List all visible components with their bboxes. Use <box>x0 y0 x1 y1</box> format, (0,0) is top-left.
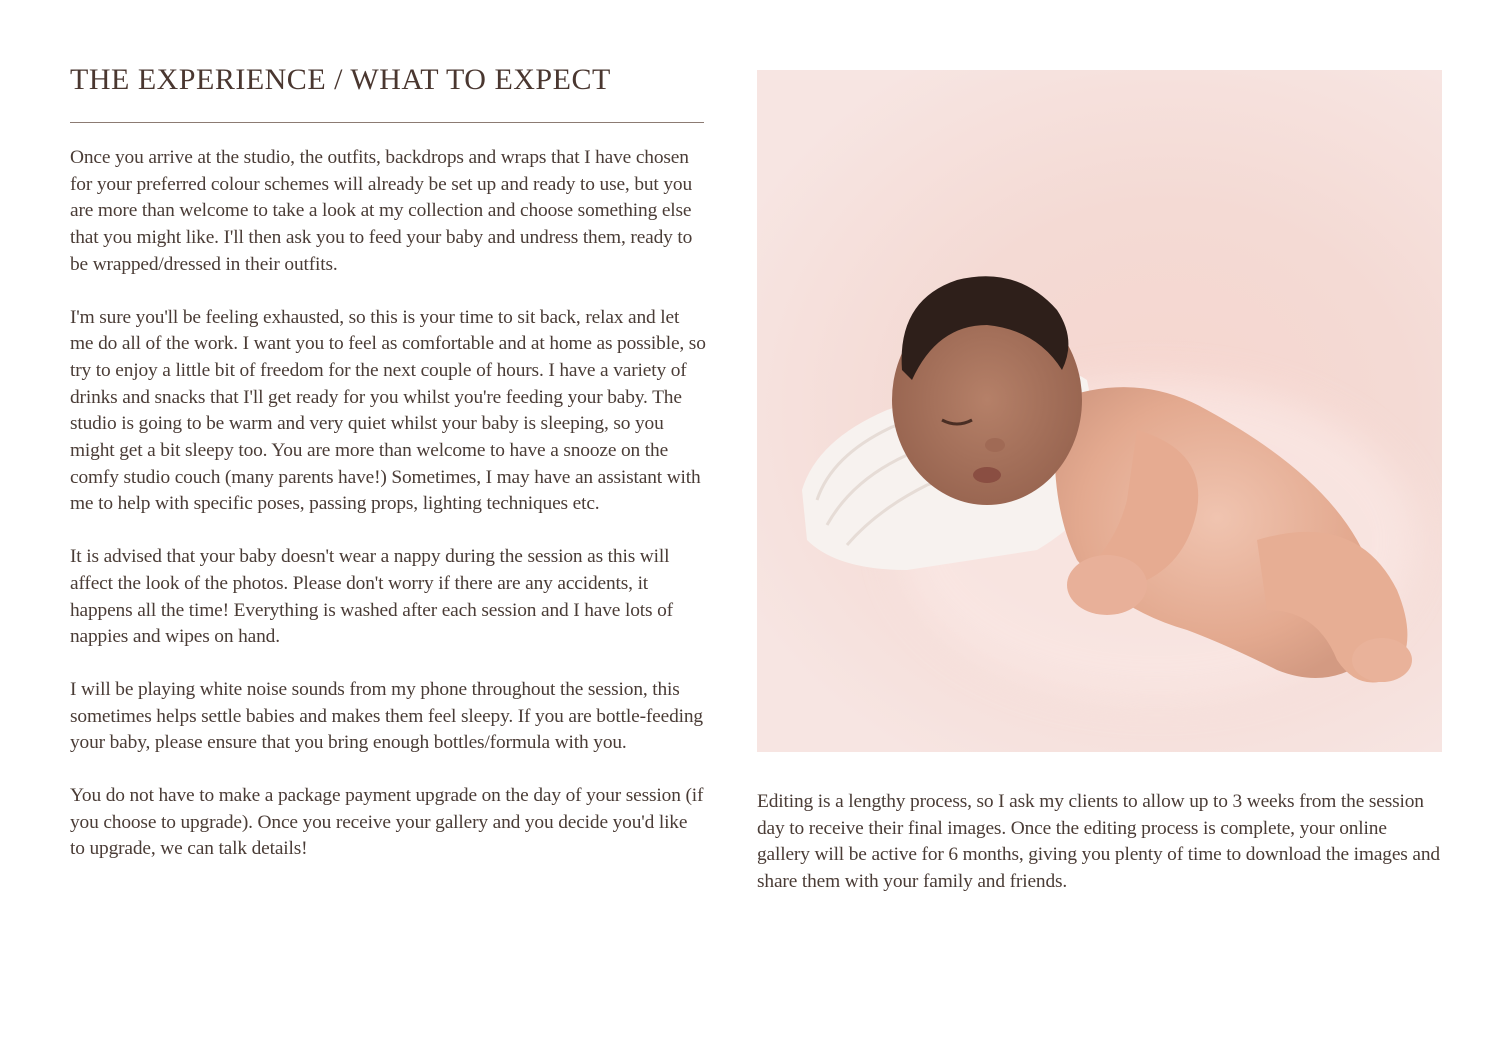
paragraph-white-noise: I will be playing white noise sounds from my phone throughout the session, this sometimes helps settle babies and makes them feel sleepy. If you are bottle-feeding your baby, please ensure that you bring enough bottles/formula with you. <box>70 678 703 754</box>
paragraph-upgrade: You do not have to make a package payment upgrade on the day of your session (if you choose to upgrade). Once you receive your gallery and you decide you'd like to upgrade, we can talk details! <box>70 785 704 860</box>
page-title: THE EXPERIENCE / WHAT TO EXPECT <box>70 63 611 96</box>
paragraph-arrival: Once you arrive at the studio, the outfits, backdrops and wraps that I have chosen for your preferred colour schemes will already be set up and ready to use, but you are more than welcome to take a look at my collection and choose something else that you might like. I'll then ask you to feed your baby and undress them, ready to be wrapped/dressed in their outfits. <box>70 147 693 275</box>
sleeping-baby-illustration <box>757 70 1442 752</box>
paragraph-nappy: It is advised that your baby doesn't wear a nappy during the session as this will affect the look of the photos. Please don't worry if there are any accidents, it happens all the time! Everything is washed after each session and I have lots of nappies and wipes on hand. <box>70 546 673 648</box>
photo-section <box>757 70 1443 915</box>
editing-paragraph: Editing is a lengthy process, so I ask my clients to allow up to 3 weeks from the session day to receive their final images. Once the editing process is complete, your online gallery will be active for 6 months, giving you plenty of time to download the images and share them with your family and friends. <box>757 791 1440 893</box>
newborn-photo <box>757 70 1442 752</box>
experience-section <box>70 58 706 889</box>
title-divider <box>70 122 704 123</box>
paragraph-relax: I'm sure you'll be feeling exhausted, so this is your time to sit back, relax and let me do all of the work. I want you to feel as comfortable and at home as possible, so try to enjoy a little bit of freedom for the next couple of hours. I have a variety of drinks and snacks that I'll get ready for you whilst you're feeding your baby. The studio is going to be warm and very quiet whilst your baby is sleeping, so you might get a bit sleepy too. You are more than welcome to have a snooze on the comfy studio couch (many parents have!) Sometimes, I may have an assistant with me to help with specific poses, passing props, lighting techniques etc. <box>70 306 706 515</box>
